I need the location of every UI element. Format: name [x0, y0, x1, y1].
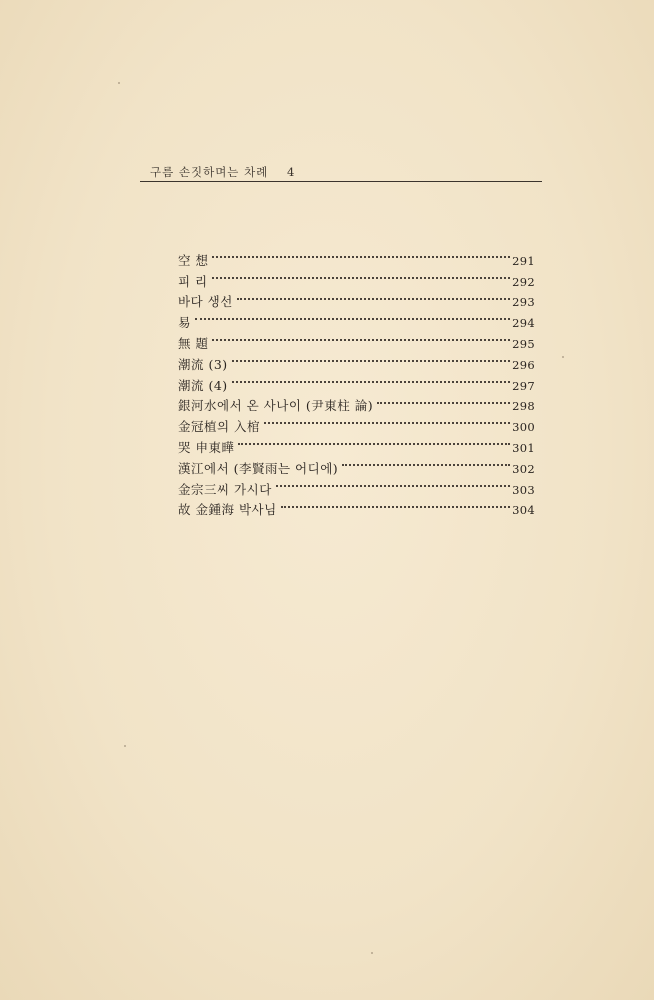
running-header-page-number: 4	[286, 165, 296, 179]
toc-entry-page: 298	[512, 399, 535, 414]
running-header	[150, 164, 295, 180]
toc-entry-title: 漢江에서 (李賢雨는 어디에)	[178, 460, 339, 476]
header-rule	[140, 181, 542, 182]
toc-entry-page: 302	[512, 461, 535, 476]
toc-entry-title: 潮流 (3)	[178, 356, 228, 372]
toc-entry-page: 301	[512, 440, 535, 455]
toc-entry-page: 292	[512, 274, 535, 289]
toc-entry	[178, 244, 535, 268]
toc-leader-dots	[195, 306, 510, 327]
toc-entry	[178, 327, 535, 351]
toc-leader-dots	[276, 473, 510, 494]
toc-entry	[178, 390, 535, 414]
paper-speck	[118, 82, 120, 84]
toc-entry-page: 295	[512, 336, 535, 351]
paper-speck	[124, 745, 126, 747]
toc-entry-title: 金宗三씨 가시다	[178, 481, 272, 497]
toc-entry	[178, 348, 535, 372]
toc-entry	[178, 265, 535, 289]
toc-entry-page: 304	[512, 503, 535, 518]
paper-speck	[562, 356, 564, 358]
toc-entry-title: 哭 申東曄	[178, 439, 235, 455]
toc-leader-dots	[212, 244, 510, 265]
toc-leader-dots	[264, 410, 510, 431]
toc-entry-title: 金冠植의 入棺	[178, 419, 261, 435]
toc-entry-page: 303	[512, 482, 535, 497]
toc-entry-title: 易	[178, 315, 192, 331]
running-header-title: 구름 손짓하며는 차례	[150, 165, 269, 179]
toc-entry-page: 297	[512, 378, 535, 393]
toc-entry	[178, 286, 535, 310]
toc-leader-dots	[232, 348, 510, 369]
toc-entry-page: 300	[512, 420, 535, 435]
toc-leader-dots	[342, 452, 510, 473]
toc-entry-page: 296	[512, 357, 535, 372]
toc-leader-dots	[238, 431, 510, 452]
toc-entry-page: 293	[512, 295, 535, 310]
toc-entry-title: 바다 생선	[178, 294, 233, 310]
toc-leader-dots	[377, 390, 510, 411]
toc-entry-title: 潮流 (4)	[178, 377, 228, 393]
toc-entry-title: 故 金鍾海 박사님	[178, 502, 277, 518]
toc-leader-dots	[212, 327, 510, 348]
toc-entry	[178, 369, 535, 393]
toc-entry-title: 피 리	[178, 273, 208, 289]
paper-speck	[371, 952, 373, 954]
toc-entry	[178, 306, 535, 331]
toc-leader-dots	[232, 369, 510, 390]
toc-entry-page: 294	[512, 316, 535, 331]
toc-entry-title: 無 題	[178, 335, 209, 351]
toc-leader-dots	[212, 265, 511, 286]
toc-leader-dots	[281, 494, 510, 515]
toc-entry-page: 291	[512, 253, 535, 268]
toc-entry-title: 空 想	[178, 252, 209, 268]
toc-leader-dots	[237, 286, 510, 307]
table-of-contents	[178, 244, 535, 518]
toc-entry-title: 銀河水에서 온 사나이 (尹東柱 論)	[178, 398, 374, 414]
